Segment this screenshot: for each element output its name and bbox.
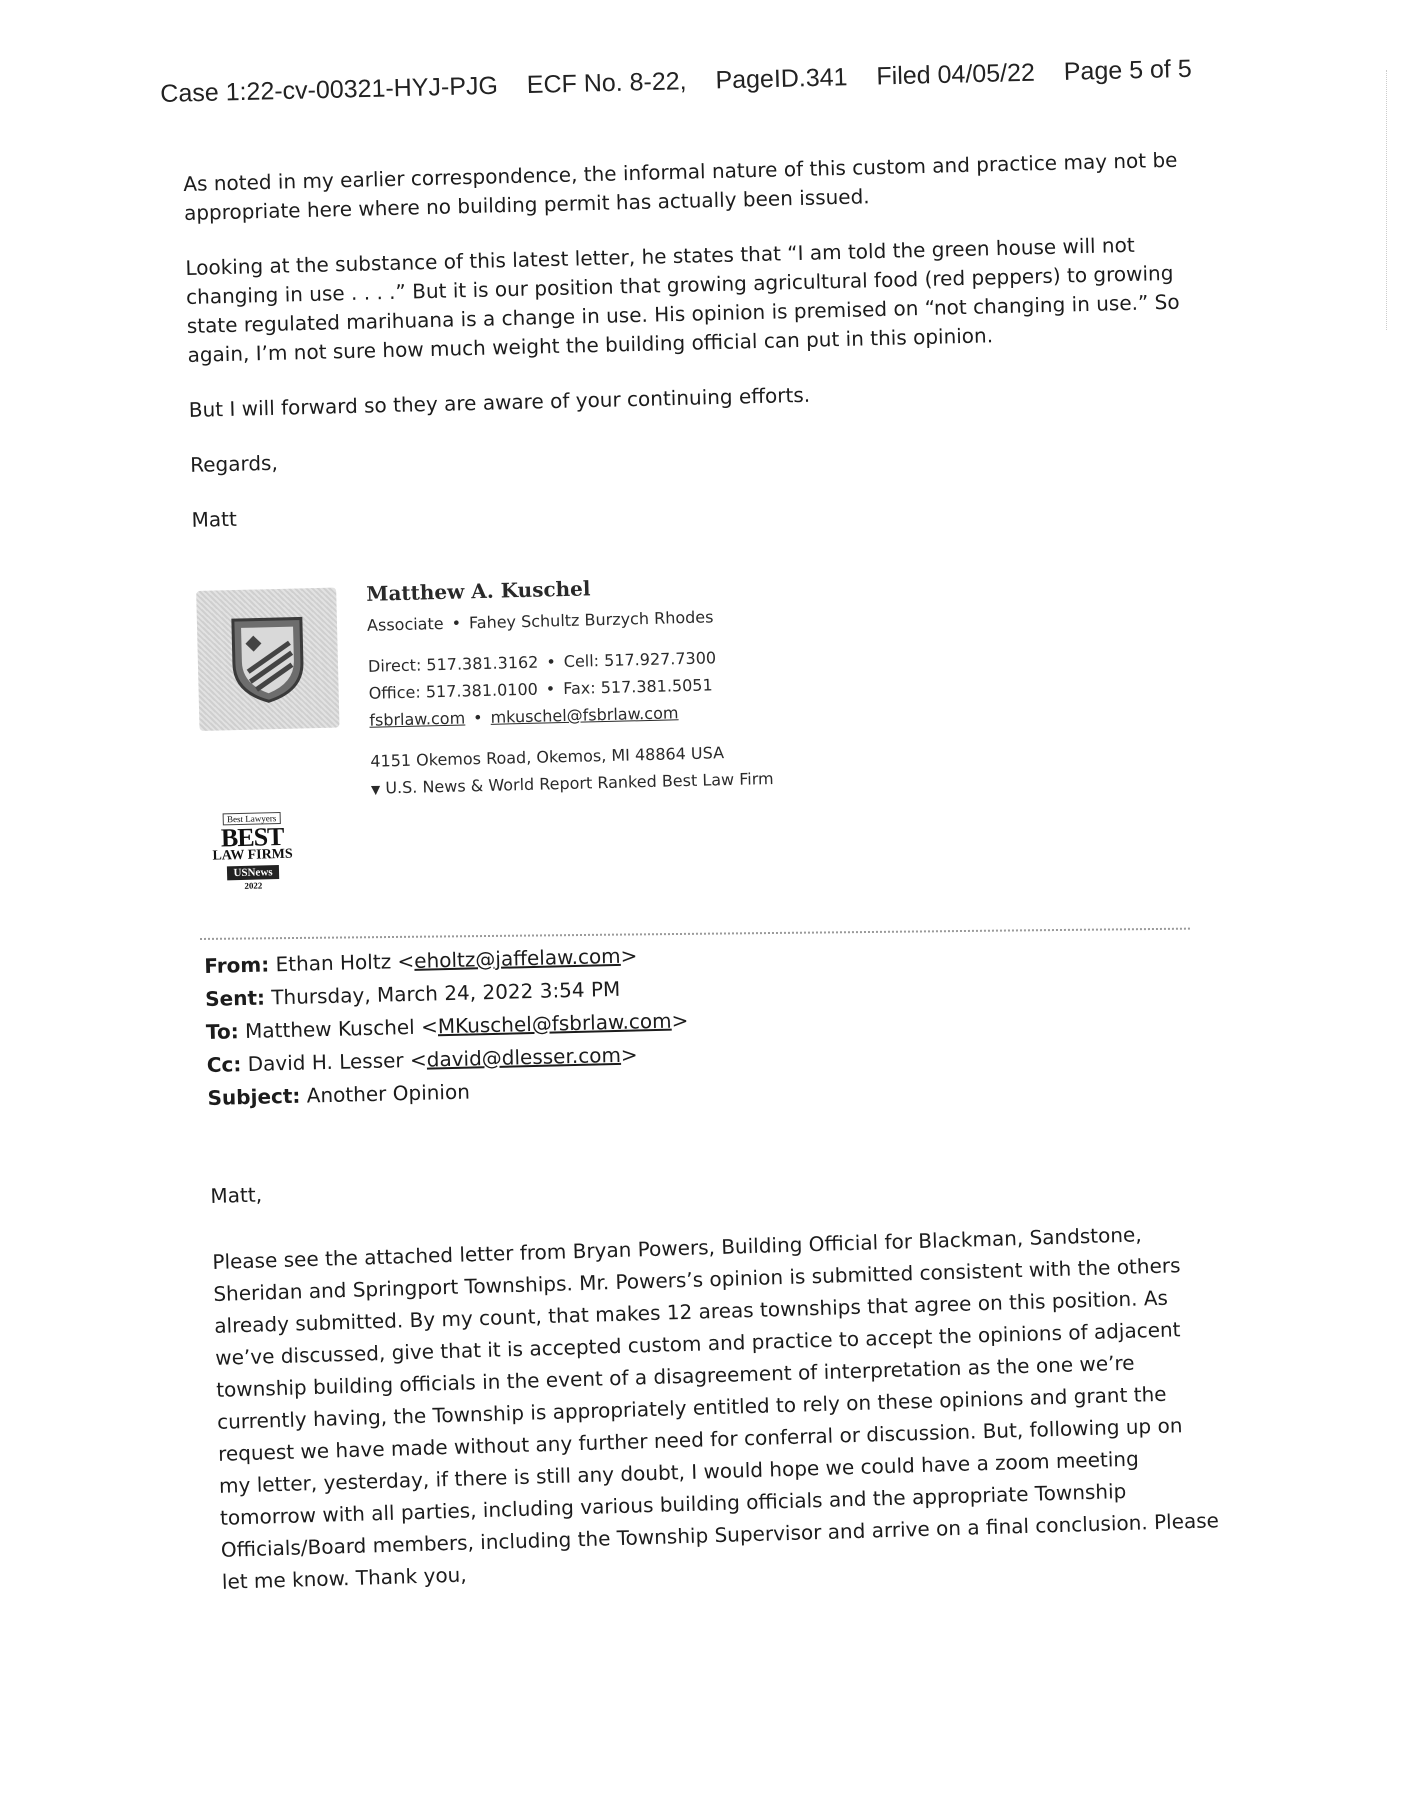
shield-icon xyxy=(227,612,309,706)
triangle-down-icon: ▼ xyxy=(370,782,381,797)
signature-ranking: U.S. News & World Report Ranked Best Law Firm xyxy=(385,768,774,798)
filed-date: Filed 04/05/22 xyxy=(876,58,1036,91)
email-cc-bracket: > xyxy=(620,1042,638,1067)
badge-line-5: 2022 xyxy=(244,880,263,891)
firm-shield-logo xyxy=(196,588,339,731)
email-cc-name: David H. Lesser < xyxy=(247,1047,428,1076)
letter-signoff: Matt xyxy=(191,506,238,532)
court-filing-header xyxy=(160,54,1220,109)
badge-line-3: LAW FIRMS xyxy=(212,846,293,864)
email-to-name: Matthew Kuschel < xyxy=(244,1014,439,1044)
email-subject-label: Subject: xyxy=(207,1083,301,1110)
bullet-icon: • xyxy=(451,613,462,633)
letter-paragraph-2: Looking at the substance of this latest letter, he states that “I am told the green house will not changing in use . . . .” But it is our position that growing agricultural food (red peppers) to growing state regulated marihuana is a change in use. His opinion is premised on “not changing in use.” So again, I’m not sure how much weight the building official can put in this opinion. xyxy=(185,232,1180,367)
case-number: Case 1:22-cv-00321-HYJ-PJG xyxy=(160,71,499,108)
email-cc-label: Cc: xyxy=(206,1052,242,1077)
bullet-icon: • xyxy=(472,708,483,728)
signature-title: Associate xyxy=(366,613,444,635)
email-sent-label: Sent: xyxy=(204,985,266,1011)
letter-paragraph-1: As noted in my earlier correspondence, the informal nature of this custom and practice may not be appropriate here where no building permit has actually been issued. xyxy=(183,147,1178,225)
signature-office: Office: 517.381.0100 xyxy=(368,679,539,703)
page-number: Page 5 of 5 xyxy=(1063,54,1193,86)
scan-edge-marks xyxy=(1386,70,1389,330)
badge-line-2: BEST xyxy=(220,821,284,853)
email-from-name: Ethan Holtz < xyxy=(275,948,415,977)
email-signature-block xyxy=(196,561,1204,915)
email-subject-value: Another Opinion xyxy=(306,1079,471,1108)
reply-letter-body xyxy=(183,145,1202,561)
signature-firm: Fahey Schultz Burzych Rhodes xyxy=(468,607,714,633)
email-to-address[interactable]: MKuschel@fsbrlaw.com xyxy=(437,1008,672,1039)
signature-name: Matthew A. Kuschel xyxy=(365,576,591,606)
signature-direct: Direct: 517.381.3162 xyxy=(367,652,539,676)
badge-line-4: USNews xyxy=(227,865,278,880)
email-from-bracket: > xyxy=(620,943,638,968)
signature-address: 4151 Okemos Road, Okemos, MI 48864 USA xyxy=(370,743,725,771)
signature-cell: Cell: 517.927.7300 xyxy=(563,648,717,672)
letter-paragraph-3: But I will forward so they are aware of your continuing efforts. xyxy=(188,382,811,422)
signature-details xyxy=(366,571,774,804)
email-sent-value: Thursday, March 24, 2022 3:54 PM xyxy=(271,976,621,1010)
email-cc-address[interactable]: david@dlesser.com xyxy=(426,1042,622,1072)
signature-fax: Fax: 517.381.5051 xyxy=(563,675,713,699)
letter-regards: Regards, xyxy=(189,450,279,477)
bullet-icon: • xyxy=(546,652,557,672)
page-id: PageID.341 xyxy=(715,63,848,95)
badge-line-1: Best Lawyers xyxy=(223,812,281,825)
ecf-number: ECF No. 8-22, xyxy=(526,67,687,100)
email-from-label: From: xyxy=(204,952,270,978)
email-body-paragraph: Please see the attached letter from Bryan Powers, Building Official for Blackman, Sandstone, Sheridan and Springport Townships. Mr. Powers’s opinion is submitted consistent with the others already submitted. By my count, that makes 12 areas townships that agree on this position. As we’ve discussed, give that it is accepted custom and practice to accept the opinions of adjacent township building officials in the event of a disagreement of interpretation as the one we’re currently having, the Township is appropriately entitled to rely on these opinions and grant the request we have made without any further need for conferral or discussion. But, following up on my letter, yesterday, if there is still any doubt, I would hope we could have a zoom meeting tomorrow with all parties, including various building officials and the appropriate Township Officials/Board members, including the Township Supervisor and arrive on a final conclusion. Please let me know. Thank you, xyxy=(212,1222,1220,1594)
forwarded-email-header xyxy=(204,928,1108,1115)
email-to-label: To: xyxy=(205,1019,240,1044)
email-to-bracket: > xyxy=(671,1008,689,1033)
forwarded-email-body xyxy=(210,1150,1223,1631)
bullet-icon: • xyxy=(545,679,556,699)
email-greeting: Matt, xyxy=(210,1182,263,1208)
signature-email-link[interactable]: mkuschel@fsbrlaw.com xyxy=(490,703,679,727)
signature-website-link[interactable]: fsbrlaw.com xyxy=(369,708,466,730)
email-from-address[interactable]: eholtz@jaffelaw.com xyxy=(413,943,621,973)
best-law-firms-badge xyxy=(206,808,298,900)
